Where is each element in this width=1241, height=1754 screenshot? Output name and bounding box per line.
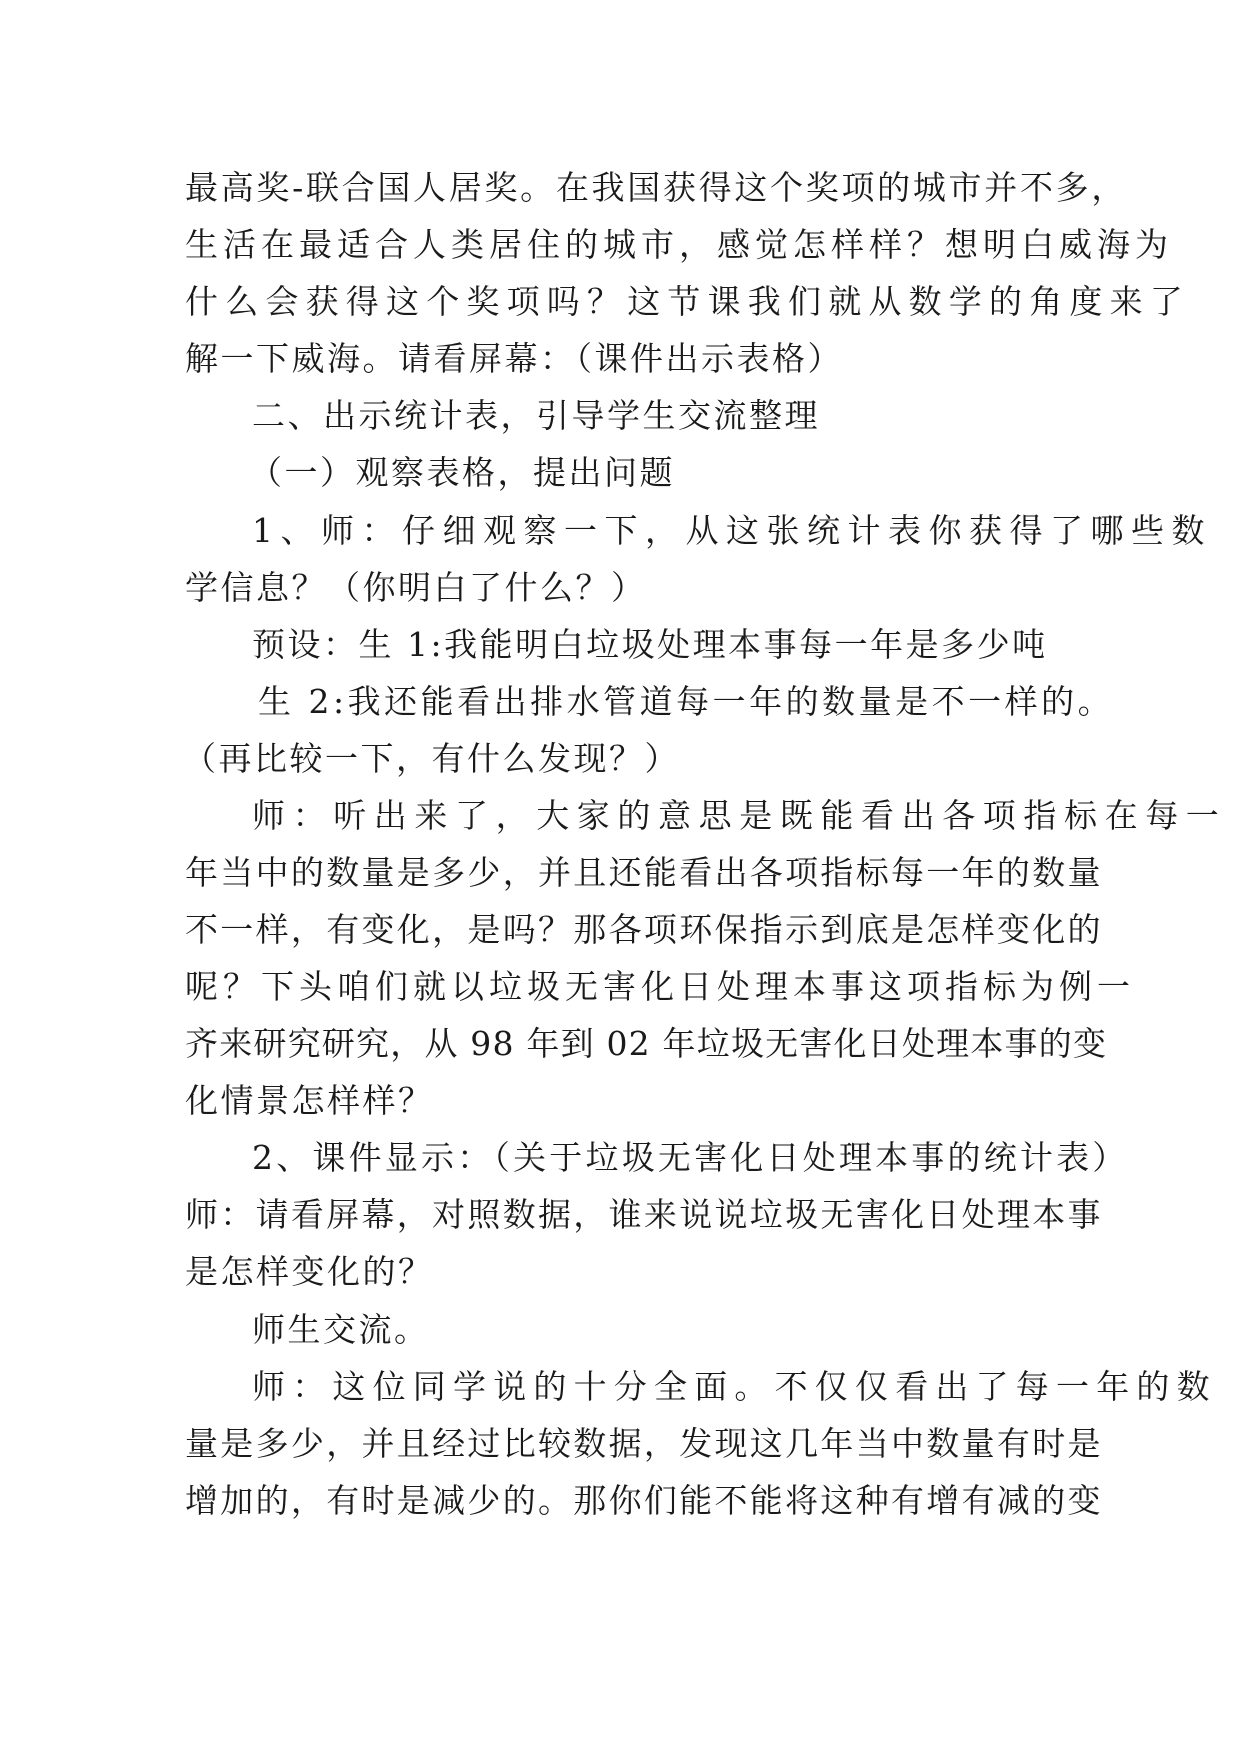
paragraph-line-16: 齐来研究研究，从 98 年到 02 年垃圾无害化日处理本事的变	[185, 1024, 1108, 1063]
paragraph-line-23: 量是多少，并且经过比较数据，发现这几年当中数量有时是	[185, 1424, 1103, 1463]
subsection-heading: （一）观察表格，提出问题	[249, 453, 675, 492]
paragraph-line-3: 什么会获得这个奖项吗？这节课我们就从数学的角度来了	[185, 282, 1190, 321]
paragraph-line-9: 预设：生 1:我能明白垃圾处理本事每一年是多少吨	[252, 625, 1048, 664]
paragraph-line-19: 师：请看屏幕，对照数据，谁来说说垃圾无害化日处理本事	[185, 1195, 1103, 1234]
paragraph-line-14: 不一样，有变化，是吗？那各项环保指示到底是怎样变化的	[185, 910, 1103, 949]
paragraph-line-12: 师：听出来了，大家的意思是既能看出各项指标在每一	[252, 796, 1227, 835]
paragraph-line-2: 生活在最适合人类居住的城市，感觉怎样样？想明白威海为	[185, 225, 1173, 264]
section-heading: 二、出示统计表，引导学生交流整理	[252, 396, 820, 435]
paragraph-line-13: 年当中的数量是多少，并且还能看出各项指标每一年的数量	[185, 853, 1103, 892]
paragraph-line-22: 师：这位同学说的十分全面。不仅仅看出了每一年的数	[252, 1367, 1217, 1406]
paragraph-line-17: 化情景怎样样？	[185, 1081, 434, 1120]
paragraph-line-7: 1、师：仔细观察一下，从这张统计表你获得了哪些数	[252, 511, 1212, 550]
paragraph-line-15: 呢？下头咱们就以垃圾无害化日处理本事这项指标为例一	[185, 967, 1135, 1006]
paragraph-line-1: 最高奖-联合国人居奖。在我国获得这个奖项的城市并不多，	[185, 168, 1128, 207]
paragraph-line-4: 解一下威海。请看屏幕：（课件出示表格）	[185, 339, 843, 378]
paragraph-line-8: 学信息？（你明白了什么？）	[185, 568, 647, 607]
paragraph-line-20: 是怎样变化的？	[185, 1252, 434, 1291]
paragraph-line-18: 2、课件显示：（关于垃圾无害化日处理本事的统计表）	[252, 1138, 1129, 1177]
paragraph-line-11: （再比较一下，有什么发现？）	[183, 739, 680, 778]
paragraph-line-10: 生 2:我还能看出排水管道每一年的数量是不一样的。	[258, 682, 1115, 721]
paragraph-line-21: 师生交流。	[252, 1310, 430, 1349]
paragraph-line-24: 增加的，有时是减少的。那你们能不能将这种有增有减的变	[185, 1481, 1103, 1520]
